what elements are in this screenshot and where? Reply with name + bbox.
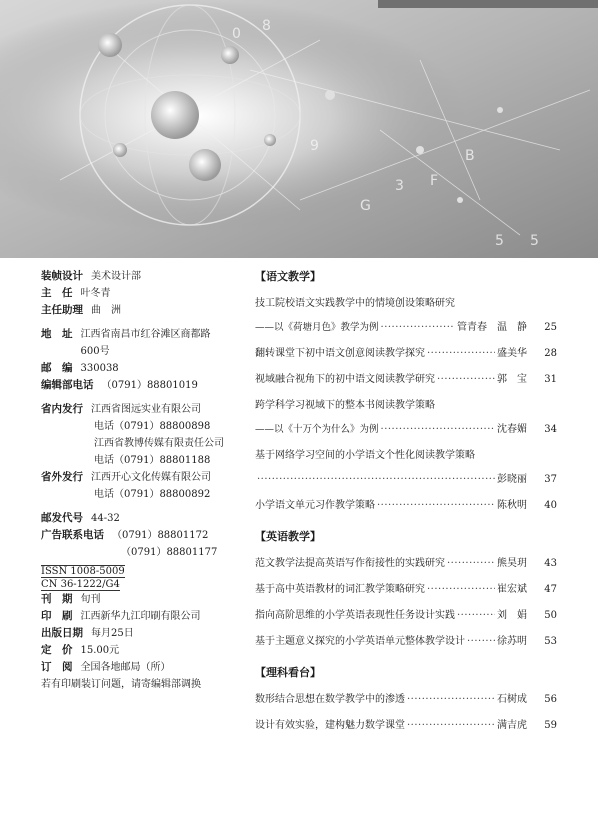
postal-code-label: 邮发代号 [41,512,83,524]
colophon-row [41,302,246,319]
leader-dots [457,606,495,626]
toc-item-author: 沈春媚 [497,424,527,435]
value: 旬刊 [80,594,101,605]
banner-char-7: 5 [495,233,504,249]
outside-line: 电话（0791）88800892 [94,489,211,500]
toc-item-title: 视域融合视角下的初中语文阅读教学研究 [255,374,435,385]
editorial-phone-label: 编辑部电话 [41,379,94,391]
postcode-row [41,360,246,377]
colophon-row [41,625,246,642]
domestic-line: 电话（0791）88800898 [94,421,211,432]
ad-phone-line: （0791）88801172 [112,530,209,541]
banner-char-2: 9 [310,138,319,154]
colophon-row [41,608,246,625]
toc-item[interactable] [255,496,557,522]
domestic-line: 电话（0791）88801188 [94,455,211,466]
table-of-contents [255,268,557,742]
toc-item-author: 石树成 [497,694,527,705]
toc-item[interactable] [255,716,557,742]
domestic-label: 省内发行 [41,403,83,415]
toc-item-title: 指向高阶思维的小学英语表现性任务设计实践 [255,610,455,621]
cover-banner-image [0,0,598,258]
toc-item-page: 59 [544,720,557,731]
colophon-row [41,642,246,659]
leader-dots [427,344,495,364]
value: 美术设计部 [91,271,141,282]
toc-item-page: 34 [544,424,557,435]
domestic-line: 江西省教博传媒有限责任公司 [94,438,224,449]
leader-dots [437,370,495,390]
editorial-phone-row [41,377,246,394]
label: 印 刷 [41,610,73,622]
banner-char-1: 8 [262,18,271,34]
toc-item-title: 数形结合思想在数学教学中的渗透 [255,694,405,705]
section-title: 【语文教学】 [255,270,321,283]
toc-item-title[interactable]: 技工院校语文实践教学中的情境创设策略研究 [255,298,455,309]
toc-item-author: 崔宏斌 [497,584,527,595]
colophon [41,268,246,693]
value: 曲 洲 [91,305,121,316]
leader-dots [427,580,495,600]
toc-item[interactable] [255,370,557,396]
banner-char-4: 3 [395,178,404,194]
toc-item-author: 管青春 温 静 [457,322,527,333]
toc-item-page: 56 [544,694,557,705]
cn-number: CN 36-1222/G4 [41,579,120,590]
toc-item[interactable] [255,554,557,580]
toc-item-author: 陈秋明 [497,500,527,511]
toc-item-title[interactable]: 跨学科学习视域下的整本书阅读教学策略 [255,400,435,411]
domestic-line: 江西省图远实业有限公司 [91,404,201,415]
ad-phone-row [41,527,246,544]
colophon-row [41,268,246,285]
toc-item[interactable] [255,344,557,370]
leader-dots [257,470,495,490]
toc-item-page: 40 [544,500,557,511]
label: 定 价 [41,644,73,656]
toc-item-page: 53 [544,636,557,647]
value: 全国各地邮局（所） [80,662,171,673]
banner-char-3: G [360,198,371,214]
toc-item-author: 刘 娟 [497,610,527,621]
toc-item[interactable] [255,580,557,606]
ad-phone-line: （0791）88801177 [121,547,218,558]
label: 主 任 [41,287,73,299]
address-value: 江西省南昌市红谷滩区商都路600号 [80,329,211,357]
ad-phone-label: 广告联系电话 [41,529,104,541]
value: 叶冬青 [80,288,111,299]
label: 订 阅 [41,661,73,673]
toc-item[interactable] [255,606,557,632]
address-label: 地 址 [41,328,73,340]
toc-item[interactable] [255,690,557,716]
toc-item-subtitle: ——以《荷塘月色》教学为例 [255,322,379,333]
toc-item-page: 28 [544,348,557,359]
section-title: 【理科看台】 [255,666,321,679]
notice: 若有印刷装订问题，请寄编辑部调换 [41,679,201,690]
leader-dots [381,420,495,440]
toc-item-title[interactable]: 基于网络学习空间的小学语文个性化阅读教学策略 [255,450,475,461]
toc-item-page: 25 [544,322,557,333]
toc-item-author: 盛美华 [497,348,527,359]
banner-char-6: B [465,148,475,164]
toc-item-title: 范文教学法提高英语写作衔接性的实践研究 [255,558,445,569]
toc-item-page: 31 [544,374,557,385]
value: 15.00元 [80,645,120,656]
toc-item-author: 彭晓丽 [497,474,527,485]
banner-char-8: 5 [530,233,539,249]
toc-item-subtitle: ——以《十万个为什么》为例 [255,424,379,435]
postal-code-value: 44-32 [91,513,120,524]
postcode-label: 邮 编 [41,362,73,374]
postal-code-row [41,510,246,527]
leader-dots [381,318,455,338]
toc-item-page: 50 [544,610,557,621]
editorial-phone-value: （0791）88801019 [101,380,198,391]
toc-item[interactable] [255,420,557,446]
toc-item-author: 熊昊玥 [497,558,527,569]
colophon-row [41,285,246,302]
toc-item-title: 翻转课堂下初中语文创意阅读教学探究 [255,348,425,359]
postcode-value: 330038 [80,363,119,374]
outside-line: 江西开心文化传媒有限公司 [91,472,211,483]
leader-dots [377,496,495,516]
colophon-row [41,659,246,676]
issn: ISSN 1008-5009 [41,566,125,577]
toc-item[interactable] [255,632,557,658]
domestic-row [41,401,246,418]
toc-item-title: 设计有效实验，建构魅力数学课堂 [255,720,405,731]
colophon-row [41,591,246,608]
label: 主任助理 [41,304,83,316]
toc-item[interactable] [255,318,557,344]
toc-item-page: 37 [544,474,557,485]
toc-item-author: 徐苏明 [497,636,527,647]
label: 装帧设计 [41,270,83,282]
leader-dots [407,690,495,710]
value: 江西新华九江印刷有限公司 [80,611,201,622]
toc-item[interactable] [255,470,557,496]
label: 出版日期 [41,627,83,639]
address-row [41,326,246,360]
value: 每月25日 [91,628,134,639]
toc-item-author: 满吉虎 [497,720,527,731]
toc-item-title: 小学语文单元习作教学策略 [255,500,375,511]
outside-row [41,469,246,486]
label: 刊 期 [41,593,73,605]
toc-item-page: 43 [544,558,557,569]
outside-label: 省外发行 [41,471,83,483]
toc-item-page: 47 [544,584,557,595]
banner-char-0: 0 [232,26,241,42]
leader-dots [467,632,495,652]
toc-item-title: 基于主题意义探究的小学英语单元整体教学设计 [255,636,465,647]
leader-dots [447,554,495,574]
toc-item-title: 基于高中英语教材的词汇教学策略研究 [255,584,425,595]
leader-dots [407,716,495,736]
toc-item-author: 郭 宝 [497,374,527,385]
section-title: 【英语教学】 [255,530,321,543]
banner-char-5: F [430,173,439,189]
